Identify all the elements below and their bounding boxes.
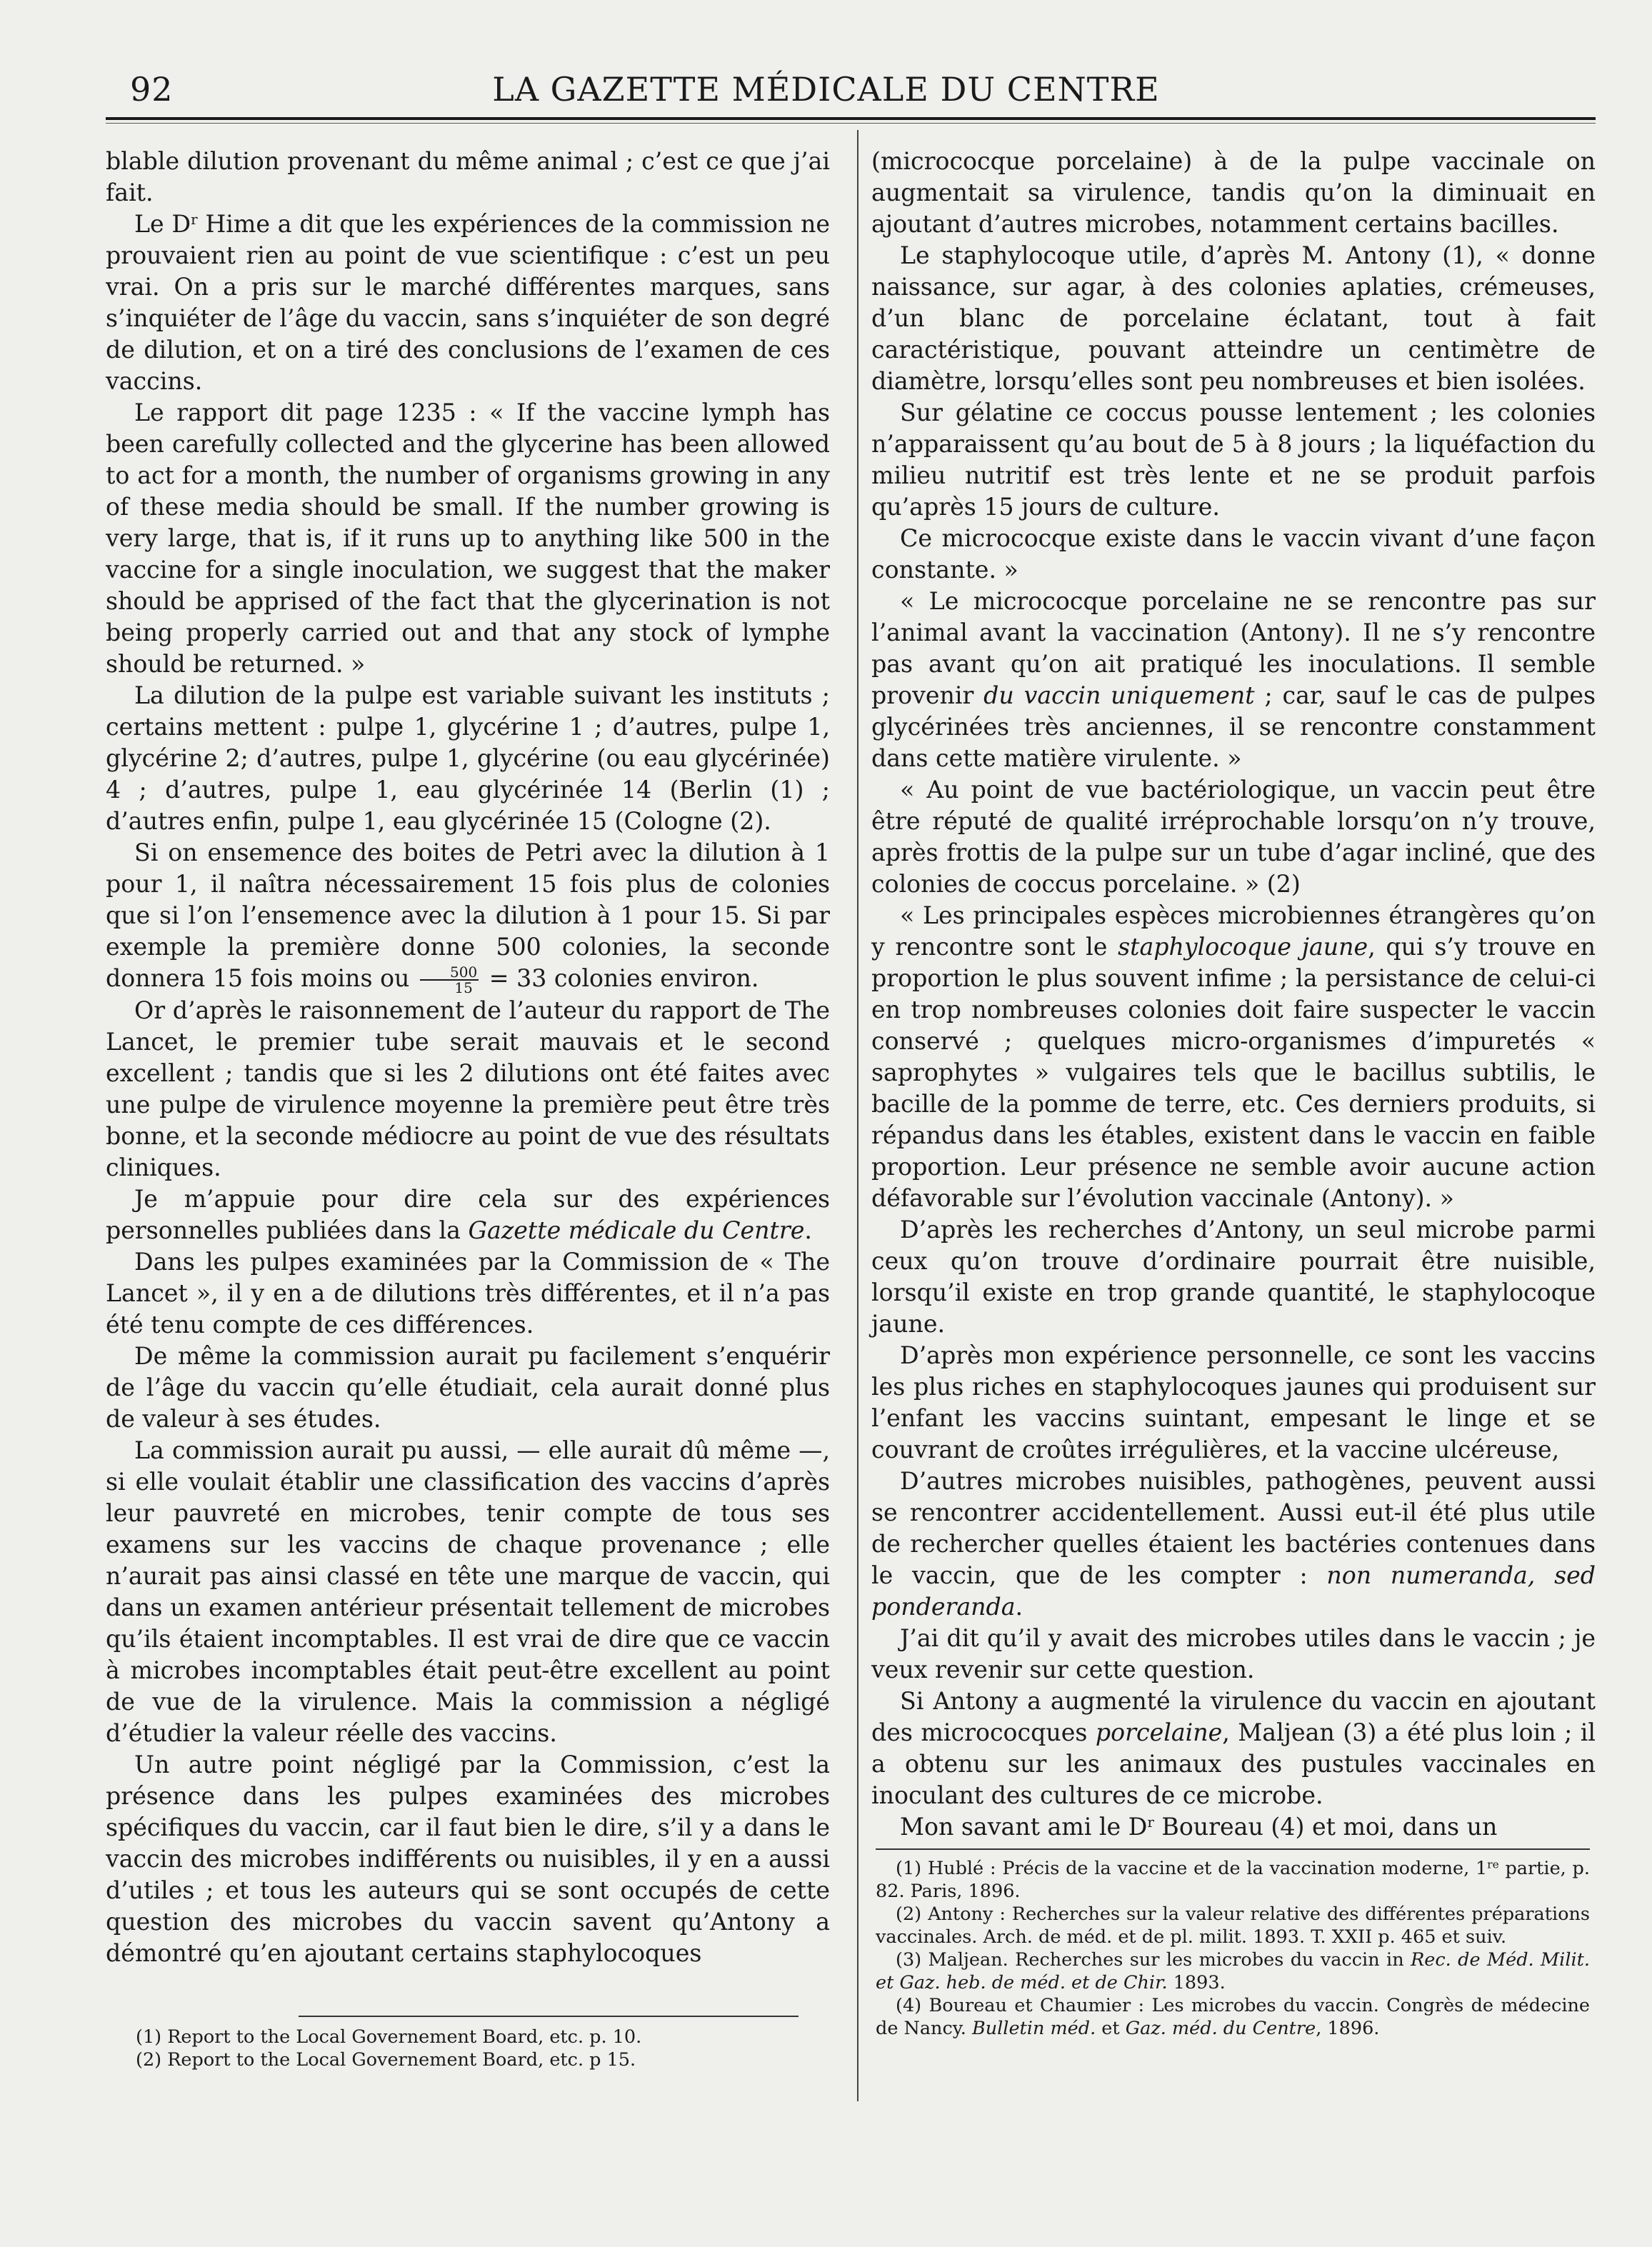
left-footnotes (116, 2026, 816, 2071)
header-rule (106, 117, 1596, 120)
paragraph: « Le micrococque porcelaine ne se rencontre pas sur l’animal avant la vaccination (Antony). Il ne s’y rencontre pas avant qu’on ait pratiqué les inoculations. Il semble provenir du vaccin uniquement ; car, sauf le cas de pulpes glycérinées très anciennes, il se rencontre constamment dans cette matière virulente. » (871, 587, 1596, 772)
left-column (106, 146, 830, 1969)
footnote: (1) Hublé : Précis de la vaccine et de la vaccination moderne, 1re partie, p. 82. Paris, 1896. (876, 1858, 1590, 1902)
paragraph: Dans les pulpes examinées par la Commission de « The Lancet », il y en a de dilutions très différentes, et il n’a pas été tenu compte de ces différences. (106, 1248, 830, 1338)
fraction: $\frac{500}{15}$ (420, 965, 479, 995)
paragraph: Je m’appuie pour dire cela sur des expériences personnelles publiées dans la Gazette médicale du Centre. (106, 1185, 830, 1244)
paragraph: La commission aurait pu aussi, — elle aurait dû même —, si elle voulait établir une classification des vaccins d’après leur pauvreté en microbes, tenir compte de tous ses examens sur les vaccins de chaque provenance ; elle n’aurait pas ainsi classé en tête une marque de vaccin, qui dans un examen antérieur présentait tellement de microbes qu’ils étaient incomptables. Il est vrai de dire que ce vaccin à microbes incomptables était peut-être excellent au point de vue de la virulence. Mais la commission a négligé d’étudier la valeur réelle des vaccins. (106, 1436, 830, 1747)
paragraph: (micrococque porcelaine) à de la pulpe vaccinale on augmentait sa virulence, tandis qu’on la diminuait en ajoutant d’autres microbes, notamment certains bacilles. (871, 147, 1596, 238)
header-thin-rule (106, 123, 1596, 124)
paragraph: « Au point de vue bactériologique, un vaccin peut être être réputé de qualité irréprochable lorsqu’on n’y trouve, après frottis de la pulpe sur un tube d’agar incliné, que des colonies de coccus porcelaine. » (2) (871, 776, 1596, 898)
paragraph: Le staphylocoque utile, d’après M. Antony (1), « donne naissance, sur agar, à des colonies aplaties, crémeuses, d’un blanc de porcelaine éclatant, tout à fait caractéristique, pouvant atteindre un centimètre de diamètre, lorsqu’elles sont peu nombreuses et bien isolées. (871, 241, 1596, 395)
paragraph: Si on ensemence des boites de Petri avec la dilution à 1 pour 1, il naîtra nécessairement 15 fois plus de colonies que si l’on l’ensemence avec la dilution à 1 pour 15. Si par exemple la première donne 500 colonies, la seconde donnera 15 fois moins ou $\frac{500}{15}$ = 33 colonies environ. (106, 839, 830, 996)
paragraph: Si Antony a augmenté la virulence du vaccin en ajoutant des micrococques porcelaine, Maljean (3) a été plus loin ; il a obtenu sur les animaux des pustules vaccinales en inoculant des cultures de ce microbe. (871, 1687, 1596, 1809)
footnote: (2) Antony : Recherches sur la valeur relative des différentes préparations vaccinales. Arch. de méd. et de pl. milit. 1893. T. XXII p. 465 et suiv. (876, 1903, 1590, 1948)
paragraph: D’après les recherches d’Antony, un seul microbe parmi ceux qu’on trouve d’ordinaire pourrait être nuisible, lorsqu’il existe en trop grande quantité, le staphylocoque jaune. (871, 1216, 1596, 1338)
paragraph: Un autre point négligé par la Commission, c’est la présence dans les pulpes examinées des microbes spécifiques du vaccin, car il faut bien le dire, s’il y a dans le vaccin des microbes indifférents ou nuisibles, il y en a aussi d’utiles ; et tous les auteurs qui se sont occupés de cette question des microbes du vaccin savent qu’Antony a démontré qu’en ajoutant certains staphylocoques (106, 1751, 830, 1967)
paragraph: D’autres microbes nuisibles, pathogènes, peuvent aussi se rencontrer accidentellement. Aussi eut-il été plus utile de rechercher quelles étaient les bactéries contenues dans le vaccin, que de les compter : non numeranda, sed ponderanda. (871, 1467, 1596, 1621)
footnote: (1) Report to the Local Governement Board, etc. p. 10. (136, 2026, 642, 2048)
paragraph: « Les principales espèces microbiennes étrangères qu’on y rencontre sont le staphylocoque jaune, qui s’y trouve en proportion le plus souvent infime ; la persistance de celui-ci en trop nombreuses colonies doit faire suspecter le vaccin conservé ; quelques micro-organismes d’impuretés « saprophytes » vulgaires tels que le bacillus subtilis, le bacille de la pomme de terre, etc. Ces derniers produits, si répandus dans les étables, existent dans le vaccin en faible proportion. Leur présence ne semble avoir aucune action défavorable sur l’évolution vaccinale (Antony). » (871, 901, 1596, 1212)
footnote-rule (876, 1848, 1590, 1850)
paragraph: D’après mon expérience personnelle, ce sont les vaccins les plus riches en staphylocoques jaunes qui produisent sur l’enfant les vaccins suintant, empesant le linge et se couvrant de croûtes irrégulières, et la vaccine ulcéreuse, (871, 1341, 1596, 1463)
footnote: (4) Boureau et Chaumier : Les microbes du vaccin. Congrès de médecine de Nancy. Bulletin méd. et Gaz. méd. du Centre, 1896. (876, 1995, 1590, 2039)
paragraph: Sur gélatine ce coccus pousse lentement ; les colonies n’apparaissent qu’au bout de 5 à 8 jours ; la liquéfaction du milieu nutritif est très lente et ne se produit parfois qu’après 15 jours de culture. (871, 399, 1596, 521)
paragraph: Le $D^r$ Hime a dit que les expériences de la commission ne prouvaient rien au point de vue scientifique : c’est un peu vrai. On a pris sur le marché différentes marques, sans s’inquiéter de l’âge du vaccin, sans s’inquiéter de son degré de dilution, et on a tiré des conclusions de l’examen de ces vaccins. (106, 210, 830, 395)
page-number: 92 (130, 70, 174, 109)
right-footnotes (876, 1857, 1590, 2040)
right-column (871, 146, 1596, 1843)
paragraph: J’ai dit qu’il y avait des microbes utiles dans le vaccin ; je veux revenir sur cette question. (871, 1624, 1596, 1683)
paragraph: De même la commission aurait pu facilement s’enquérir de l’âge du vaccin qu’elle étudiait, cela aurait donné plus de valeur à ses études. (106, 1342, 830, 1433)
paragraph: Ce micrococque existe dans le vaccin vivant d’une façon constante. » (871, 524, 1596, 584)
paragraph: blable dilution provenant du même animal ; c’est ce que j’ai fait. (106, 147, 830, 206)
paragraph: Le rapport dit page 1235 : « If the vaccine lymph has been carefully collected and the glycerine has been allowed to act for a month, the number of organisms growing in any of these media should be small. If the number growing is very large, that is, if it runs up to anything like 500 in the vaccine for a single inoculation, we suggest that the maker should be apprised of the fact that the glycerination is not being properly carried out and that any stock of lymphe should be returned. » (106, 399, 830, 678)
footnote: (3) Maljean. Recherches sur les microbes du vaccin in Rec. de Méd. Milit. et Gaz. heb. de méd. et de Chir. 1893. (876, 1949, 1590, 1993)
journal-title: LA GAZETTE MÉDICALE DU CENTRE (492, 70, 1160, 109)
paragraph: Mon savant ami le $D^r$ Boureau (4) et moi, dans un (900, 1813, 1498, 1841)
column-divider (857, 130, 858, 2101)
paragraph: La dilution de la pulpe est variable suivant les instituts ; certains mettent : pulpe 1, glycérine 1 ; d’autres, pulpe 1, glycérine 2; d’autres, pulpe 1, glycérine (ou eau glycérinée) 4 ; d’autres, pulpe 1, eau glycérinée 14 (Berlin (1) ; d’autres enfin, pulpe 1, eau glycérinée 15 (Cologne (2). (106, 681, 830, 835)
footnote-rule (299, 2016, 799, 2017)
footnote: (2) Report to the Local Governement Board, etc. p 15. (136, 2049, 636, 2071)
paragraph: Or d’après le raisonnement de l’auteur du rapport de The Lancet, le premier tube serait mauvais et le second excellent ; tandis que si les 2 dilutions ont été faites avec une pulpe de virulence moyenne la première peut être très bonne, et la seconde médiocre au point de vue des résultats cliniques. (106, 996, 830, 1181)
